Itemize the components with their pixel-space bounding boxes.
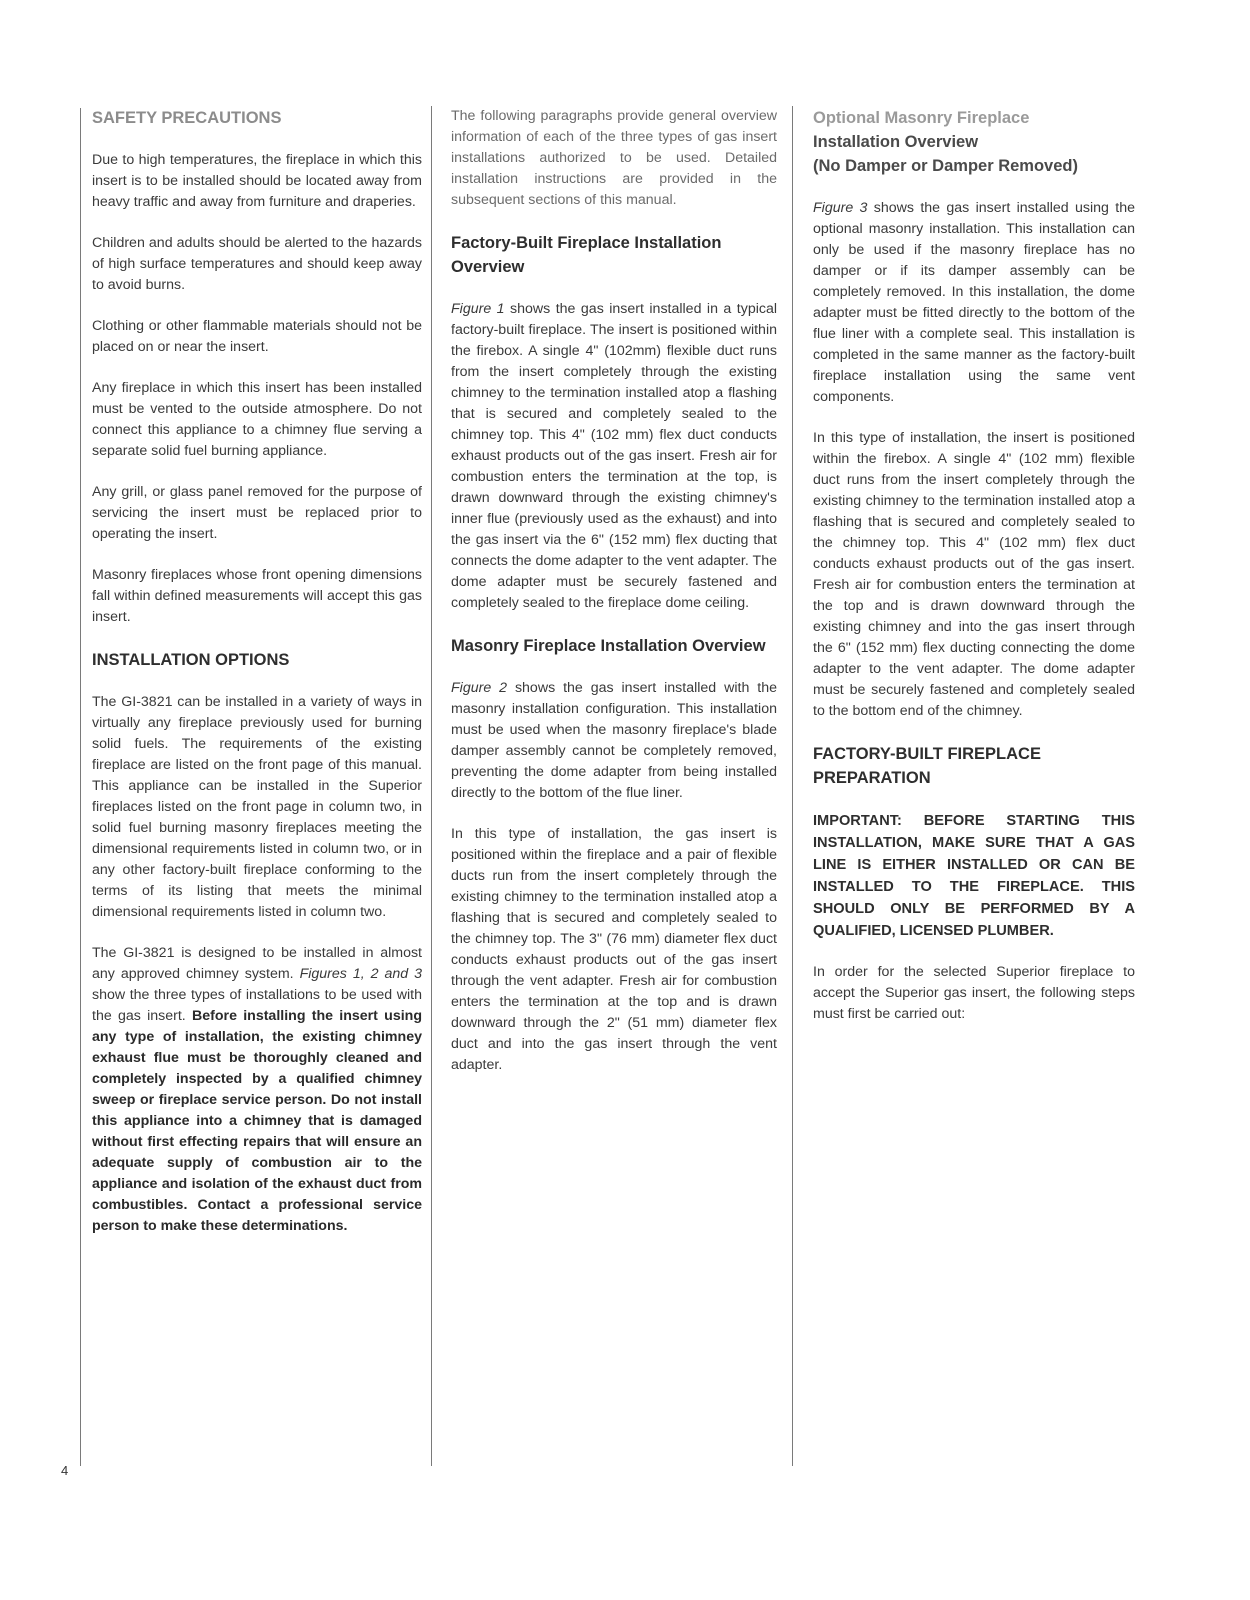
safety-paragraph-6: Masonry fireplaces whose front opening dimensions fall within defined measurements will accept this gas insert.: [92, 567, 422, 625]
figure-3-reference: Figure 3: [813, 200, 868, 216]
safety-paragraph-1: Due to high temperatures, the fireplace in which this insert is to be installed should be located away from heavy traffic and away from furniture and draperies.: [92, 152, 422, 210]
overview-intro: The following paragraphs provide general overview information of each of the three types of gas insert installations authorized to be used. Detailed installation instructions are provided in the subsequent sections of this manual.: [451, 108, 777, 208]
column-rule-mid-right: [792, 106, 793, 1466]
optional-masonry-paragraph-1: [813, 198, 1135, 408]
page-number: 4: [61, 1463, 69, 1478]
safety-paragraph-3: Clothing or other flammable materials should not be placed on or near the insert.: [92, 318, 422, 355]
optional-masonry-paragraph-2: In this type of installation, the insert is positioned within the firebox. A single 4" (102 mm) flexible duct runs from the insert completely through the existing chimney to the termination installed atop a flashing that is secured and completely sealed to the chimney top. This 4" (102 mm) flex duct conducts exhaust products out of the gas insert. Fresh air for combustion enters the termination at the top and is drawn downward through the existing chimney and into the gas insert through the 6" (152 mm) flex ducting connecting the dome adapter to the vent adapter. The dome adapter must be securely fastened and completely sealed to the bottom end of the chimney.: [813, 430, 1135, 719]
masonry-overview-heading: Masonry Fireplace Installation Overview: [451, 637, 766, 655]
installation-warning-bold: Before installing the insert using any type of installation, the existing chimney exhaust flue must be thoroughly cleaned and completely inspected by a qualified chimney sweep or fireplace service person. Do not install this appliance into a chimney that is damaged without first effecting repairs that will ensure an adequate supply of combustion air to the appliance and isolation of the exhaust duct from combustibles. Contact a professional service person to make these determinations.: [92, 1008, 422, 1234]
column-2: [451, 106, 777, 1096]
installation-paragraph-2-mid: show the three types of installations to be used with the gas insert.: [92, 987, 422, 1024]
optional-masonry-heading-line-1: Optional Masonry Fireplace: [813, 109, 1030, 127]
safety-paragraph-5: Any grill, or glass panel removed for the purpose of servicing the insert must be replaced prior to operating the insert.: [92, 484, 422, 542]
optional-masonry-text-1: shows the gas insert installed using the optional masonry installation. This installation can only be used if the masonry fireplace has no damper or if its damper assembly can be completely removed. In this installation, the dome adapter must be fitted directly to the bottom of the flue liner with a complete seal. This installation is completed in the same manner as the factory-built fireplace installation using the same vent components.: [813, 200, 1135, 405]
factory-built-overview-heading: Factory-Built Fireplace Installation Overview: [451, 234, 722, 276]
masonry-text-1: shows the gas insert installed with the masonry installation configuration. This installation must be used when the masonry fireplace's blade damper assembly cannot be completely removed, preventing the dome adapter from being installed directly to the bottom of the flue liner.: [451, 680, 777, 801]
safety-paragraph-4: Any fireplace in which this insert has been installed must be vented to the outside atmosphere. Do not connect this appliance to a chimney flue serving a separate solid fuel burning appliance.: [92, 380, 422, 459]
optional-masonry-heading-line-2: Installation Overview: [813, 133, 979, 151]
safety-precautions-heading: SAFETY PRECAUTIONS: [92, 109, 282, 127]
optional-masonry-heading: [813, 106, 1135, 178]
figure-1-reference: Figure 1: [451, 301, 505, 317]
figure-2-reference: Figure 2: [451, 680, 508, 696]
column-rule-mid-left: [431, 106, 432, 1466]
figures-reference: Figures 1, 2 and 3: [299, 966, 422, 982]
important-notice: IMPORTANT: BEFORE STARTING THIS INSTALLATION, MAKE SURE THAT A GAS LINE IS EITHER INSTALLED OR CAN BE INSTALLED TO THE FIREPLACE. THIS SHOULD ONLY BE PERFORMED BY A QUALIFIED, LICENSED PLUMBER.: [813, 813, 1135, 939]
column-rule-left: [80, 108, 81, 1466]
installation-paragraph-1: The GI-3821 can be installed in a variety of ways in virtually any fireplace previously used for burning solid fuels. The requirements of the existing fireplace are listed on the front page of this manual. This appliance can be installed in the Superior fireplaces listed on the front page in column two, in solid fuel burning masonry fireplaces meeting the dimensional requirements listed in column two, or in any other factory-built fireplace conforming to the terms of its listing that meets the minimal dimensional requirements listed in column two.: [92, 694, 422, 920]
installation-paragraph-2-start: The GI-3821 is designed to be installed in almost any approved chimney system.: [92, 945, 422, 982]
factory-built-paragraph: [451, 299, 777, 614]
factory-built-preparation-heading: FACTORY-BUILT FIREPLACE PREPARATION: [813, 745, 1041, 787]
optional-masonry-heading-line-3: (No Damper or Damper Removed): [813, 157, 1078, 175]
masonry-paragraph-1: [451, 678, 777, 804]
preparation-paragraph: In order for the selected Superior fireplace to accept the Superior gas insert, the following steps must first be carried out:: [813, 964, 1135, 1022]
safety-paragraph-2: Children and adults should be alerted to the hazards of high surface temperatures and should keep away to avoid burns.: [92, 235, 422, 293]
column-1: [92, 106, 422, 1257]
installation-options-heading: INSTALLATION OPTIONS: [92, 651, 290, 669]
column-3: [813, 106, 1135, 1045]
factory-built-text: shows the gas insert installed in a typical factory-built fireplace. The insert is positioned within the firebox. A single 4" (102mm) flexible duct runs from the insert completely through the existing chimney to the termination installed atop a flashing that is secured and completely sealed to the chimney top. This 4" (102 mm) flex duct conducts exhaust products out of the gas insert. Fresh air for combustion enters the termination at the top, is drawn downward through the existing chimney's inner flue (previously used as the exhaust) and into the gas insert via the 6" (152 mm) flex ducting that connects the dome adapter to the vent adapter. The dome adapter must be securely fastened and completely sealed to the fireplace dome ceiling.: [451, 301, 778, 611]
installation-paragraph-2: [92, 943, 422, 1237]
masonry-paragraph-2: In this type of installation, the gas insert is positioned within the fireplace and a pair of flexible ducts run from the insert completely through the existing chimney to the termination installed atop a flashing that is secured and completely sealed to the chimney top. The 3" (76 mm) diameter flex duct conducts exhaust products out of the gas insert through the vent adapter. Fresh air for combustion enters the termination at the top and is drawn downward through the 2" (51 mm) diameter flex duct and into the gas insert through the vent adapter.: [451, 826, 777, 1073]
